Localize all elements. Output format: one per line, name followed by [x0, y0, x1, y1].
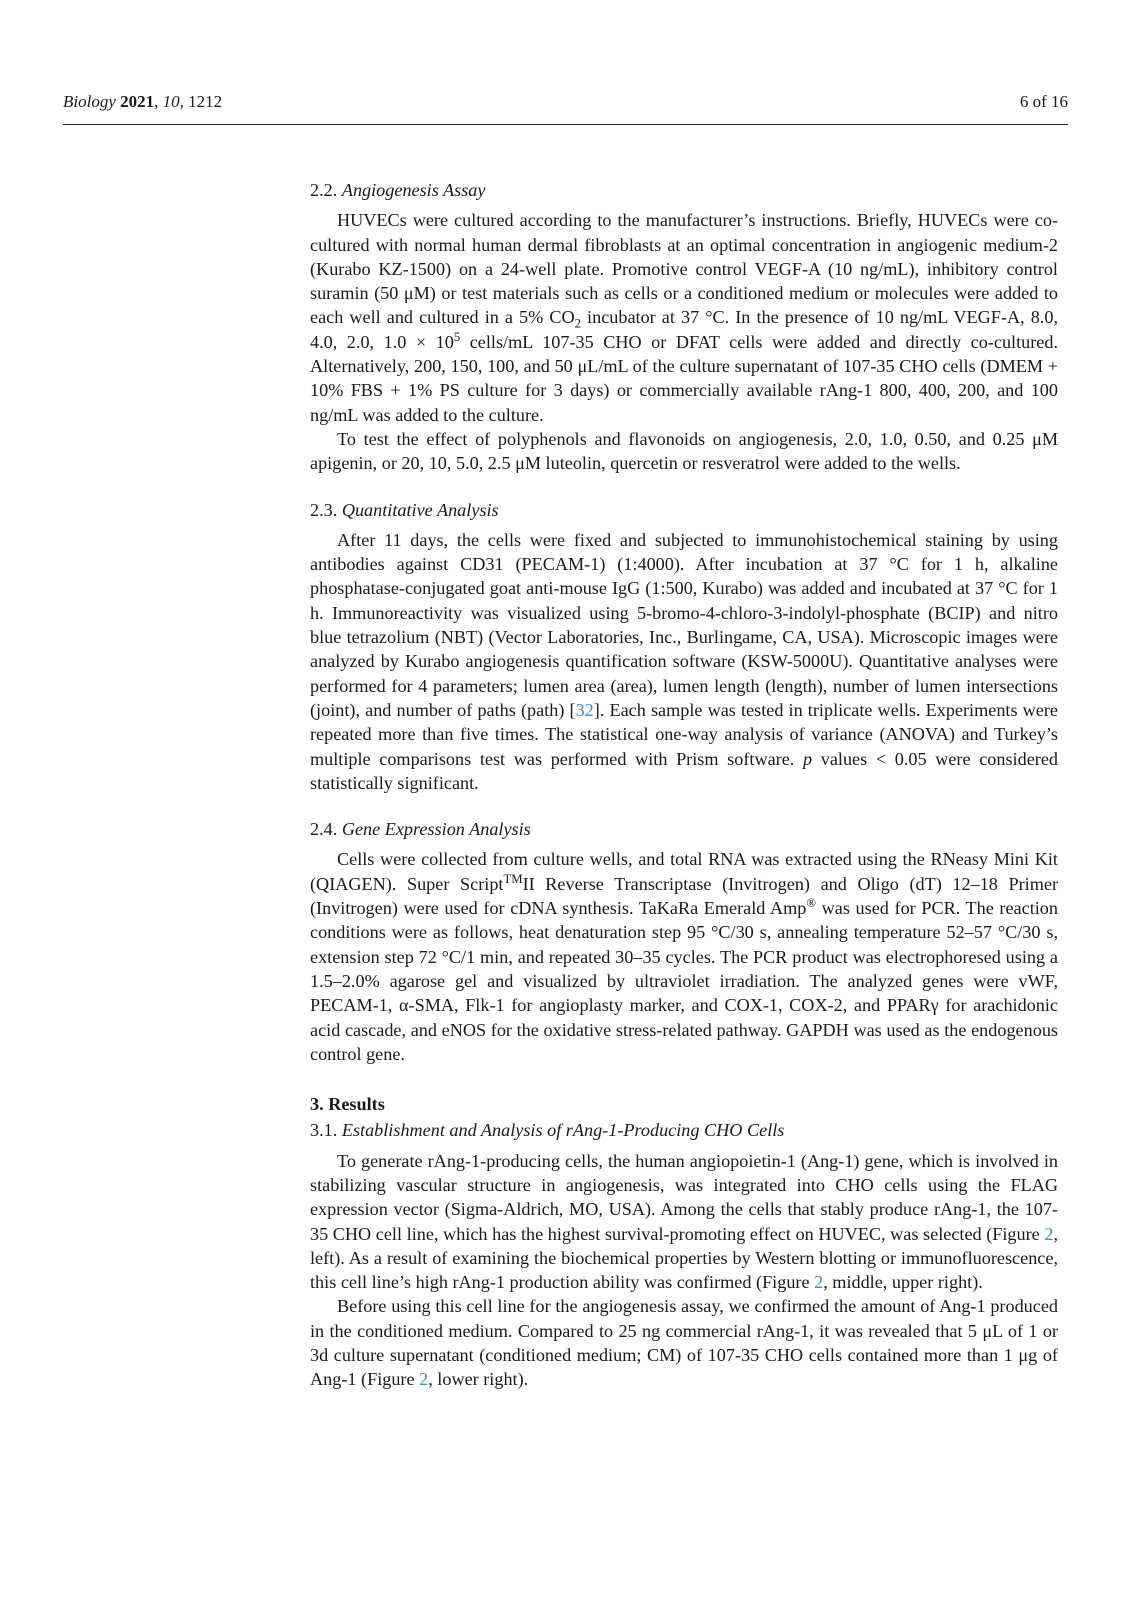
section-3-1-heading — [310, 1118, 1058, 1142]
section-3-number: 3. — [310, 1094, 324, 1115]
section-2-2-heading — [310, 178, 1058, 202]
page-number: 6 of 16 — [1019, 92, 1068, 111]
section-3-1-paragraph-2: Before using this cell line for the angiogenesis assay, we confirmed the amount of Ang-1 produced in the conditioned medium. Compared to 25 ng commercial rAng-1, it was revealed that 5 μL of 1 or 3d culture supernatant (conditioned medium; CM) of 107-35 CHO cells contained more than 1 μg of Ang-1 (Figure 2, lower right). — [310, 1296, 1058, 1390]
section-2-2-paragraph-2: To test the effect of polyphenols and flavonoids on angiogenesis, 2.0, 1.0, 0.50, and 0.25 μM apigenin, or 20, 10, 5.0, 2.5 μM luteolin, quercetin or resveratrol were added to the wells. — [310, 428, 1058, 474]
section-3-1-paragraph-1: To generate rAng-1-producing cells, the human angiopoietin-1 (Ang-1) gene, which is involved in stabilizing vascular structure in angiogenesis, was integrated into CHO cells using the FLAG expression vector (Sigma-Aldrich, MO, USA). Among the cells that stably produce rAng-1, the 107-35 CHO cell line, which has the highest survival-promoting effect on HUVEC, was selected (Figure 2, left). As a result of examining the biochemical properties by Western blotting or immunofluorescence, this cell line’s high rAng-1 production ability was confirmed (Figure 2, middle, upper right). — [310, 1150, 1058, 1293]
section-3-1-title: Establishment and Analysis of rAng-1-Producing CHO Cells — [341, 1120, 785, 1141]
section-2-4-paragraph-1: Cells were collected from culture wells, and total RNA was extracted using the RNeasy Mini Kit (QIAGEN). Super Script™II Reverse Transcriptase (Invitrogen) and Oligo (dT) 12–18 Primer (Invitrogen) were used for cDNA synthesis. TaKaRa Emerald Amp® was used for PCR. The reaction conditions were as follows, heat denaturation step 95 °C/30 s, annealing temperature 52–57 °C/30 s, extension step 72 °C/1 min, and repeated 30–35 cycles. The PCR product was electrophoresed using a 1.5–2.0% agarose gel and visualized by ultraviolet irradiation. The analyzed genes were vWF, PECAM-1, α-SMA, Flk-1 for angioplasty marker, and COX-1, COX-2, and PPARγ for arachidonic acid cascade, and eNOS for the oxidative stress-related pathway. GAPDH was used as the endogenous control gene. — [310, 849, 1058, 1064]
section-2-4-heading — [310, 817, 1058, 841]
header-divider — [63, 124, 1068, 125]
reference-32-link[interactable]: 32 — [575, 699, 594, 720]
section-2-3-paragraph-1: After 11 days, the cells were fixed and subjected to immunohistochemical staining by using antibodies against CD31 (PECAM-1) (1:4000). After incubation at 37 °C for 1 h, alkaline phosphatase-conjugated goat anti-mouse IgG (1:500, Kurabo) was added and incubated at 37 °C for 1 h. Immunoreactivity was visualized using 5-bromo-4-chloro-3-indolyl-phosphate (BCIP) and nitro blue tetrazolium (NBT) (Vector Laboratories, Inc., Burlingame, CA, USA). Microscopic images were analyzed by Kurabo angiogenesis quantification software (KSW-5000U). Quantitative analyses were performed for 4 parameters; lumen area (area), lumen length (length), number of lumen intersections (joint), and number of paths (path) [32]. Each sample was tested in triplicate wells. Experiments were repeated more than five times. The statistical one-way analysis of variance (ANOVA) and Turkey’s multiple comparisons test was performed with Prism software. p values < 0.05 were considered statistically significant. — [310, 529, 1058, 793]
section-3-title: Results — [328, 1094, 385, 1115]
section-3-1-number: 3.1. — [310, 1120, 338, 1141]
article-body — [310, 170, 1058, 1392]
figure-2-link[interactable]: 2 — [814, 1272, 824, 1293]
section-2-3-heading — [310, 498, 1058, 522]
journal-name: Biology — [63, 92, 116, 111]
page-header — [63, 92, 1068, 112]
section-2-3-title: Quantitative Analysis — [341, 499, 499, 520]
section-2-3-number: 2.3. — [310, 499, 338, 520]
figure-2-link[interactable]: 2 — [419, 1369, 429, 1390]
section-2-4-number: 2.4. — [310, 819, 338, 840]
section-2-2-title: Angiogenesis Assay — [341, 180, 486, 200]
section-2-2-paragraph-1: HUVECs were cultured according to the manufacturer’s instructions. Briefly, HUVECs were co-cultured with normal human dermal fibroblasts at an optimal concentration in angiogenic medium-2 (Kurabo KZ-1500) on a 24-well plate. Promotive control VEGF-A (10 ng/mL), inhibitory control suramin (50 μM) or test materials such as cells or a conditioned medium or molecules were added to each well and cultured in a 5% $CO_2$ incubator at 37 °C. In the presence of 10 ng/mL VEGF-A, 8.0, 4.0, 2.0, $1.0 \times 10^5$ cells/mL 107-35 CHO or DFAT cells were added and directly co-cultured. Alternatively, 200, 150, 100, and 50 μL/mL of the culture supernatant of 107-35 CHO cells (DMEM + 10% FBS + 1% PS culture for 3 days) or commercially available rAng-1 800, 400, 200, and 100 ng/mL was added to the culture. — [310, 210, 1059, 425]
journal-reference: Biology 2021, 10, 1212 — [63, 92, 223, 111]
section-2-4-title: Gene Expression Analysis — [341, 819, 531, 840]
section-2-2-number: 2.2. — [310, 180, 338, 200]
section-3-heading — [310, 1092, 1058, 1116]
figure-2-link[interactable]: 2 — [1044, 1223, 1054, 1244]
